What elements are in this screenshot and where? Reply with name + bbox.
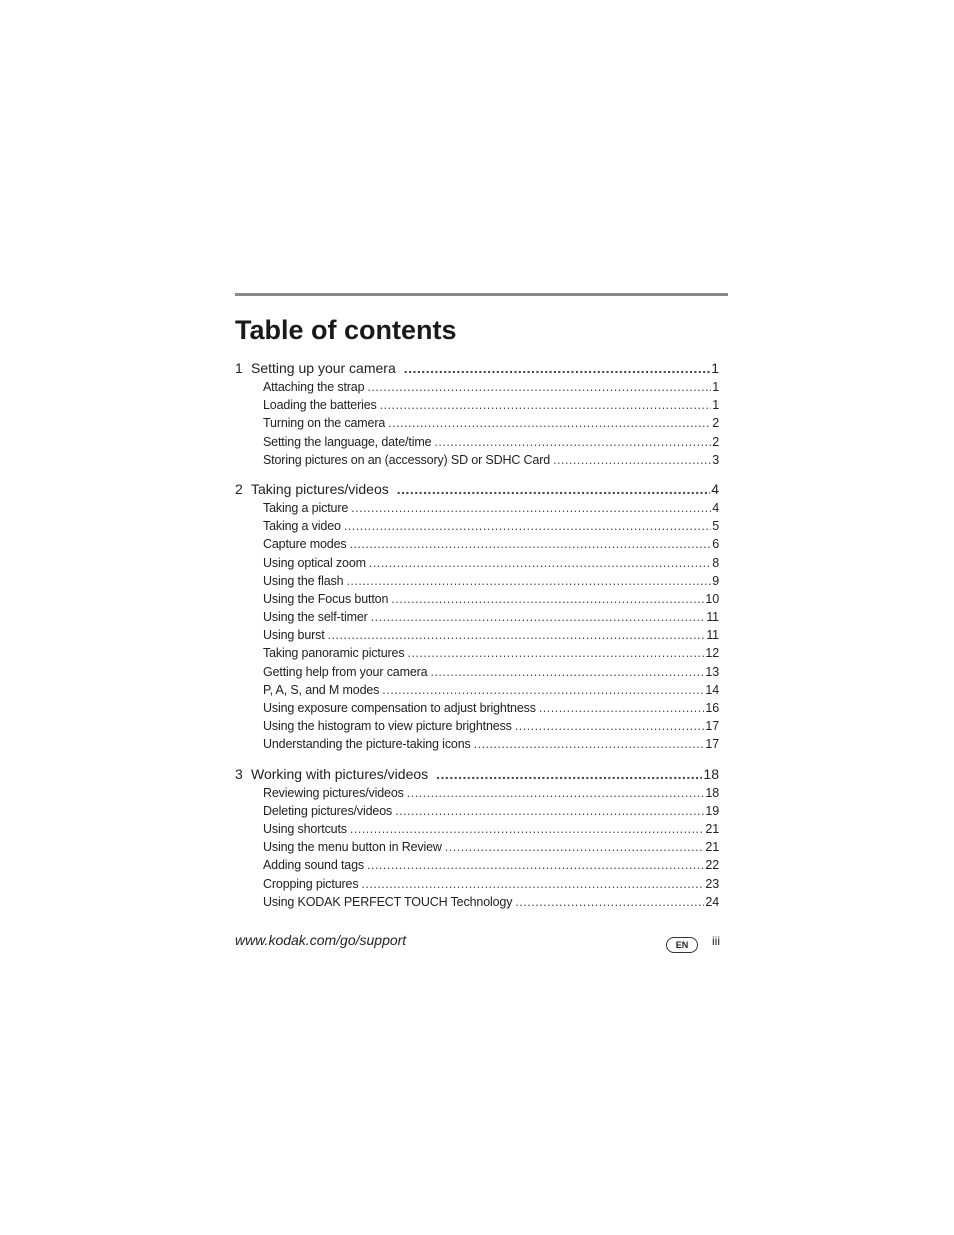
dot-leader [436, 764, 702, 784]
dot-leader [391, 590, 704, 608]
chapter-number: 1 [235, 360, 243, 376]
toc-entry-label: Using the flash [263, 573, 344, 588]
dot-leader [388, 414, 711, 432]
toc-entry[interactable] [235, 875, 719, 893]
toc-entry-label: Using optical zoom [263, 555, 366, 570]
dot-leader [407, 784, 705, 802]
dot-leader [474, 735, 705, 753]
toc-entry-label: Getting help from your camera [263, 664, 428, 679]
dot-leader [515, 717, 705, 735]
toc-entry-label: Storing pictures on an (accessory) SD or SDHC Card [263, 452, 551, 467]
chapter-2 [235, 479, 719, 754]
toc-entry-page: 17 [705, 719, 719, 734]
dot-leader [553, 451, 711, 469]
toc-entry-label: Reviewing pictures/videos [263, 785, 404, 800]
page-number: iii [712, 934, 720, 948]
dot-leader [371, 608, 706, 626]
toc-entry[interactable] [235, 378, 719, 396]
toc-entry-page: 18 [705, 785, 719, 800]
toc-entry[interactable] [235, 608, 719, 626]
support-url-link[interactable]: www.kodak.com/go/support [235, 932, 407, 948]
toc-entry-page: 21 [705, 840, 719, 855]
chapter-title: Taking pictures/videos [251, 480, 389, 497]
toc-entry-page: 9 [712, 573, 719, 588]
dot-leader [328, 626, 706, 644]
toc-entry[interactable] [235, 517, 719, 535]
toc-entry[interactable] [235, 451, 719, 469]
toc-entry[interactable] [235, 735, 719, 753]
chapter-1 [235, 358, 719, 469]
dot-leader [382, 681, 704, 699]
dot-leader [346, 572, 711, 590]
toc-entry-page: 8 [712, 555, 719, 570]
toc-entry[interactable] [235, 820, 719, 838]
dot-leader [404, 358, 710, 378]
toc-entry-page: 17 [705, 737, 719, 752]
toc-entry-page: 19 [705, 803, 719, 818]
page-title: Table of contents [235, 315, 457, 345]
toc-entry[interactable] [235, 535, 719, 553]
toc-entry[interactable] [235, 572, 719, 590]
chapter-number: 2 [235, 480, 243, 497]
dot-leader [369, 554, 711, 572]
toc-entry-page: 24 [705, 894, 719, 909]
chapter-title: Setting up your camera [251, 360, 396, 376]
dot-leader [350, 820, 704, 838]
dot-leader [434, 433, 711, 451]
chapter-page: 1 [711, 360, 719, 376]
toc-entry-label: Loading the batteries [263, 398, 377, 413]
toc-entry-page: 6 [712, 537, 719, 552]
toc-entry-label: Using KODAK PERFECT TOUCH Technology [263, 894, 513, 909]
toc-entry-label: Taking a picture [263, 500, 349, 515]
dot-leader [367, 856, 704, 874]
dot-leader [515, 893, 704, 911]
dot-leader [351, 499, 711, 517]
toc-entry-label: Using the Focus button [263, 591, 389, 606]
toc-entry-label: Using the histogram to view picture brightness [263, 719, 512, 734]
toc-entry-page: 5 [712, 519, 719, 534]
dot-leader [367, 378, 711, 396]
dot-leader [539, 699, 705, 717]
chapter-title: Working with pictures/videos [251, 765, 429, 782]
dot-leader [344, 517, 711, 535]
chapter-page: 18 [703, 765, 719, 782]
chapter-page: 4 [711, 480, 719, 497]
toc-entry-page: 1 [712, 380, 719, 394]
dot-leader [445, 838, 705, 856]
toc-entry[interactable] [235, 681, 719, 699]
dot-leader [350, 535, 712, 553]
chapter-heading[interactable] [235, 358, 719, 378]
toc-entry-page: 1 [712, 398, 719, 413]
toc-entry-page: 14 [705, 682, 719, 697]
toc-entry[interactable] [235, 396, 719, 414]
dot-leader [397, 479, 710, 499]
toc-entry[interactable] [235, 893, 719, 911]
toc-entry[interactable] [235, 699, 719, 717]
toc-entry[interactable] [235, 717, 719, 735]
toc-entry[interactable] [235, 433, 719, 451]
toc-entry[interactable] [235, 838, 719, 856]
toc-entry-label: Adding sound tags [263, 858, 365, 873]
toc-entry[interactable] [235, 644, 719, 662]
toc-entry-page: 12 [705, 646, 719, 661]
toc-entry[interactable] [235, 554, 719, 572]
toc-entry-page: 21 [705, 821, 719, 836]
table-of-contents [235, 358, 719, 911]
toc-entry-label: Taking a video [263, 519, 341, 534]
chapter-heading[interactable] [235, 479, 719, 499]
chapter-heading[interactable] [235, 764, 719, 784]
toc-entry[interactable] [235, 856, 719, 874]
toc-entry-page: 2 [712, 434, 719, 449]
toc-entry-label: Deleting pictures/videos [263, 803, 393, 818]
dot-leader [395, 802, 704, 820]
toc-entry-page: 10 [705, 591, 719, 606]
dot-leader [380, 396, 712, 414]
toc-entry[interactable] [235, 663, 719, 681]
toc-entry-label: Setting the language, date/time [263, 434, 432, 449]
toc-entry-page: 11 [706, 628, 719, 643]
header-rule [235, 293, 728, 296]
toc-entry-label: Taking panoramic pictures [263, 646, 405, 661]
toc-entry-label: Using the self-timer [263, 610, 368, 625]
toc-entry[interactable] [235, 499, 719, 517]
toc-entry[interactable] [235, 802, 719, 820]
toc-entry-label: Attaching the strap [263, 380, 365, 394]
toc-entry-label: Using exposure compensation to adjust brightness [263, 701, 536, 715]
toc-entry-label: Turning on the camera [263, 416, 386, 431]
chapter-3 [235, 764, 719, 911]
toc-entry-page: 23 [705, 876, 719, 891]
toc-entry-page: 3 [712, 452, 719, 467]
toc-entry-label: P, A, S, and M modes [263, 682, 380, 697]
toc-entry-label: Understanding the picture-taking icons [263, 737, 471, 752]
toc-entry-page: 4 [712, 500, 719, 515]
toc-entry-page: 16 [705, 701, 719, 715]
chapter-number: 3 [235, 765, 243, 782]
toc-entry-label: Using the menu button in Review [263, 840, 442, 855]
toc-entry-label: Using shortcuts [263, 821, 347, 836]
toc-entry[interactable] [235, 414, 719, 432]
language-badge: EN [666, 937, 698, 953]
toc-entry-page: 11 [706, 610, 719, 625]
toc-entry-label: Capture modes [263, 537, 347, 552]
toc-entry-page: 22 [705, 858, 719, 873]
toc-entry[interactable] [235, 590, 719, 608]
dot-leader [407, 644, 704, 662]
toc-entry-page: 2 [712, 416, 719, 431]
dot-leader [430, 663, 704, 681]
toc-entry-label: Using burst [263, 628, 325, 643]
toc-entry-page: 13 [705, 664, 719, 679]
toc-entry[interactable] [235, 626, 719, 644]
toc-entry-label: Cropping pictures [263, 876, 359, 891]
toc-entry[interactable] [235, 784, 719, 802]
dot-leader [361, 875, 704, 893]
